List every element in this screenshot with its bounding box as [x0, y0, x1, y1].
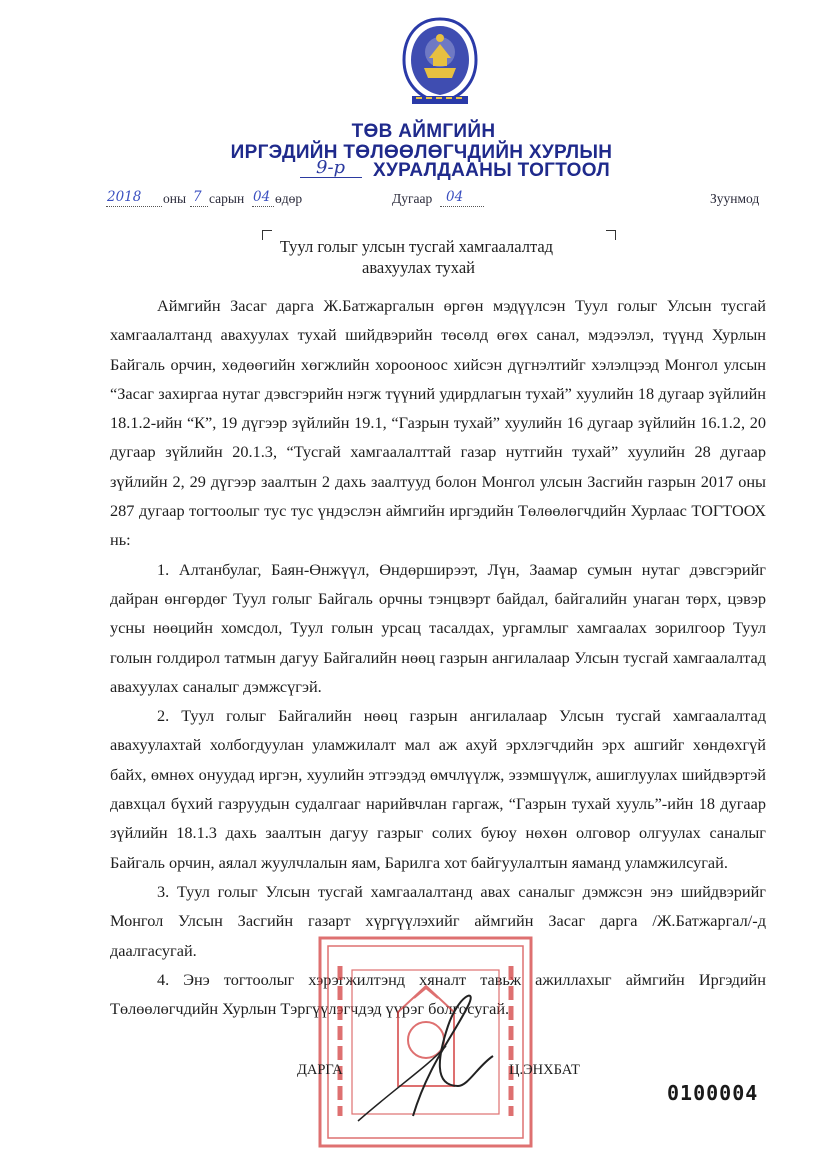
heading-resolution: ХУРАЛДААНЫ ТОГТООЛ [373, 160, 610, 181]
title-line1: Туул голыг улсын тусгай хамгаалалтад [279, 237, 554, 256]
resolution-body [110, 291, 766, 1023]
date-day-line [252, 206, 274, 207]
session-number: 9-р [316, 157, 346, 178]
heading-aimag: ТӨВ АЙМГИЙН [351, 121, 496, 142]
official-seal-stamp [318, 936, 533, 1148]
number-line [440, 206, 484, 207]
date-day-label: өдөр [275, 191, 303, 206]
item-4: 4. Энэ тогтоолыг хэрэгжилтэнд хяналт тавьж ажиллахыг аймгийн Иргэдийн Төлөөлөгчдийн Хурлын Тэргүүлэгчдэд үүрэг болгосугай. [110, 969, 766, 1019]
date-day: 04 [253, 189, 271, 205]
signatory-name: Ц.ЭНХБАТ [509, 1062, 580, 1078]
state-emblem-icon [398, 16, 482, 108]
date-month-label: сарын [209, 191, 245, 206]
document-number: 04 [446, 189, 464, 205]
date-year-line [106, 206, 162, 207]
serial-number: 0100004 [667, 1081, 759, 1105]
date-year: 2018 [107, 189, 142, 205]
intro-paragraph: Аймгийн Засаг дарга Ж.Батжаргалын өргөн мэдүүлсэн Туул голыг Улсын тусгай хамгаалалтанд авахуулах тухай шийдвэрийн төсөлд өгөх санал, мэдээлэл, түүнд Хурлын Байгаль орчин, хөдөөгийн хөгжлийн хорооноос хийсэн дүгнэлтийг хэлэлцээд Монгол улсын “Засаг захиргаа нутаг дэвсгэрийн нэгж түүний удирдлагын тухай” хуулийн 18 дугаар зүйлийн 18.1.2-ийн “К”, 19 дүгээр зүйлийн 19.1, “Газрын тухай” хуулийн 16 дугаар зүйлийн 16.1.2, 20 дугаар зүйлийн 20.1.3, “Тусгай хамгаалалттай газар нутгийн тухай” хуулийн 28 дугаар зүйлийн 2, 29 дүгээр заалтын 2 дахь заалтууд болон Монгол улсын Засгийн газрын 2017 оны 287 дугаар тогтоолыг тус тус үндэслэн аймгийн иргэдийн Төлөөлөгчдийн Хурлаас ТОГТООХ нь: [110, 296, 766, 550]
place: Зуунмод [710, 191, 760, 206]
item-3: 3. Туул голыг Улсын тусгай хамгаалалтанд авах саналыг дэмжсэн энэ шийдвэрийг Монгол Улсын Засгийн газарт хүргүүлэхийг аймгийн Засаг дарга /Ж.Батжаргал/-д даалгасугай. [110, 881, 766, 960]
item-2: 2. Туул голыг Байгалийн нөөц газрын ангилалаар Улсын тусгай хамгаалалтад авахуулахтай холбогдуулан уламжилалт мал аж ахуй эрхлэгчдийн эрх ашгийг хөндөхгүй байх, өмнөх онуудад иргэн, хуулийн этгээдэд өмчлүүлж, эзэмшүүлж, ашиглуулах шийдвэртэй давхцал бүхий газруудын судалгааг нарийвчлан гаргаж, “Газрын тухай хууль”-ийн 18 дугаар зүйлийн 18.1.3 дахь заалтын дагуу газрыг солих буюу нөхөн олговор олгуулах саналыг Байгаль орчин, аялал жуулчлалын яам, Барилга хот байгуулалтын яаманд уламжилсугай. [110, 706, 766, 872]
signatory-position: ДАРГА [297, 1062, 343, 1078]
number-label: Дугаар [392, 191, 433, 206]
date-year-label: оны [163, 191, 187, 206]
date-month: 7 [193, 189, 202, 205]
heading-assembly: ИРГЭДИЙН ТӨЛӨӨЛӨГЧДИЙН ХУРЛЫН [230, 142, 613, 163]
item-1: 1. Алтанбулаг, Баян-Өнжүүл, Өндөрширээт, Лүн, Заамар сумын нутаг дэвсгэрийг дайран өнгөрдөг Туул голыг Байгаль орчны тэнцвэрт байдал, байгалийн унаган төрх, цэвэр усны нөөцийн хомсдол, Туул голын урсац тасалдах, ургамлыг хамгаалах зорилгоор Туул голын голдирол татмын дагуу Байгалийн нөөц газрын ангилалаар Улсын тусгай хамгаалалтад авахуулах саналыг дэмжсүгэй. [110, 559, 766, 696]
title-line2: авахуулах тухай [362, 258, 475, 277]
date-month-line [190, 206, 208, 207]
